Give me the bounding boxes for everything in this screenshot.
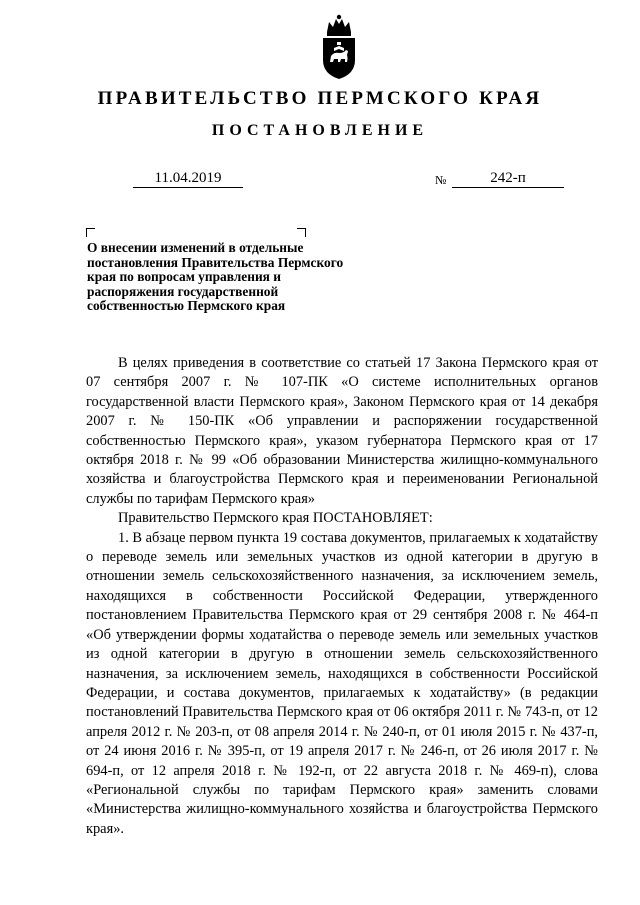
document-date: 11.04.2019 (133, 170, 243, 188)
perm-krai-coat-of-arms-icon (317, 14, 361, 80)
preamble-paragraph: В целях приведения в соответствие со статьей 17 Закона Пермского края от 07 сентября 2007 г. № 107-ПК «О системе исполнительных органов государственной власти Пермского края», Законом Пермского края от 14 декабря 2007 г. № 150-ПК «Об управлении и распоряжении государственной собственностью Пермского края», указом губернатора Пермского края от 17 октября 2018 г. № 99 «Об образовании Министерства жилищно-коммунального хозяйства и благоустройства Пермского края и переименовании Региональной службы по тарифам Пермского края» (86, 355, 598, 507)
document-subject: О внесении изменений в отдельные постановления Правительства Пермского края по вопросам управления и распоряжения государственной собственностью Пермского края (87, 240, 344, 314)
organization-title: ПРАВИТЕЛЬСТВО ПЕРМСКОГО КРАЯ (97, 88, 543, 109)
document-type: ПОСТАНОВЛЕНИЕ (211, 122, 429, 139)
document-body (86, 354, 598, 839)
subject-left-corner-mark (86, 228, 95, 237)
resolution-paragraph: Правительство Пермского края ПОСТАНОВЛЯЕТ: (118, 510, 433, 527)
clause-1-paragraph: 1. В абзаце первом пункта 19 состава документов, прилагаемых к ходатайству о переводе земель или земельных участков из одной категории в другую в отношении земель сельскохозяйственного назначения, за исключением земель, находящихся в собственности Российской Федерации, утвержденного постановлением Правительства Пермского края от 29 сентября 2008 г. № 464-п «Об утверждении формы ходатайства о переводе земель или земельных участков из одной категории в другую в отношении земель сельскохозяйственного назначения, за исключением земель, находящихся в собственности Российской Федерации, и состава документов, прилагаемых к ходатайству» (в редакции постановлений Правительства Пермского края от 06 октября 2011 г. № 743-п, от 12 апреля 2012 г. № 203-п, от 08 апреля 2014 г. № 240-п, от 01 июля 2015 г. № 437-п, от 24 июня 2016 г. № 395-п, от 19 апреля 2017 г. № 246-п, от 26 июля 2017 г. № 694-п, от 12 апреля 2018 г. № 192-п, от 22 августа 2018 г. № 469-п), слова «Региональной службы по тарифам Пермского края» заменить словами «Министерства жилищно-коммунального хозяйства и благоустройства Пермского края». (86, 529, 598, 837)
number-sign: № (435, 173, 447, 187)
document-number: 242-п (452, 170, 564, 188)
subject-right-corner-mark (297, 228, 306, 237)
